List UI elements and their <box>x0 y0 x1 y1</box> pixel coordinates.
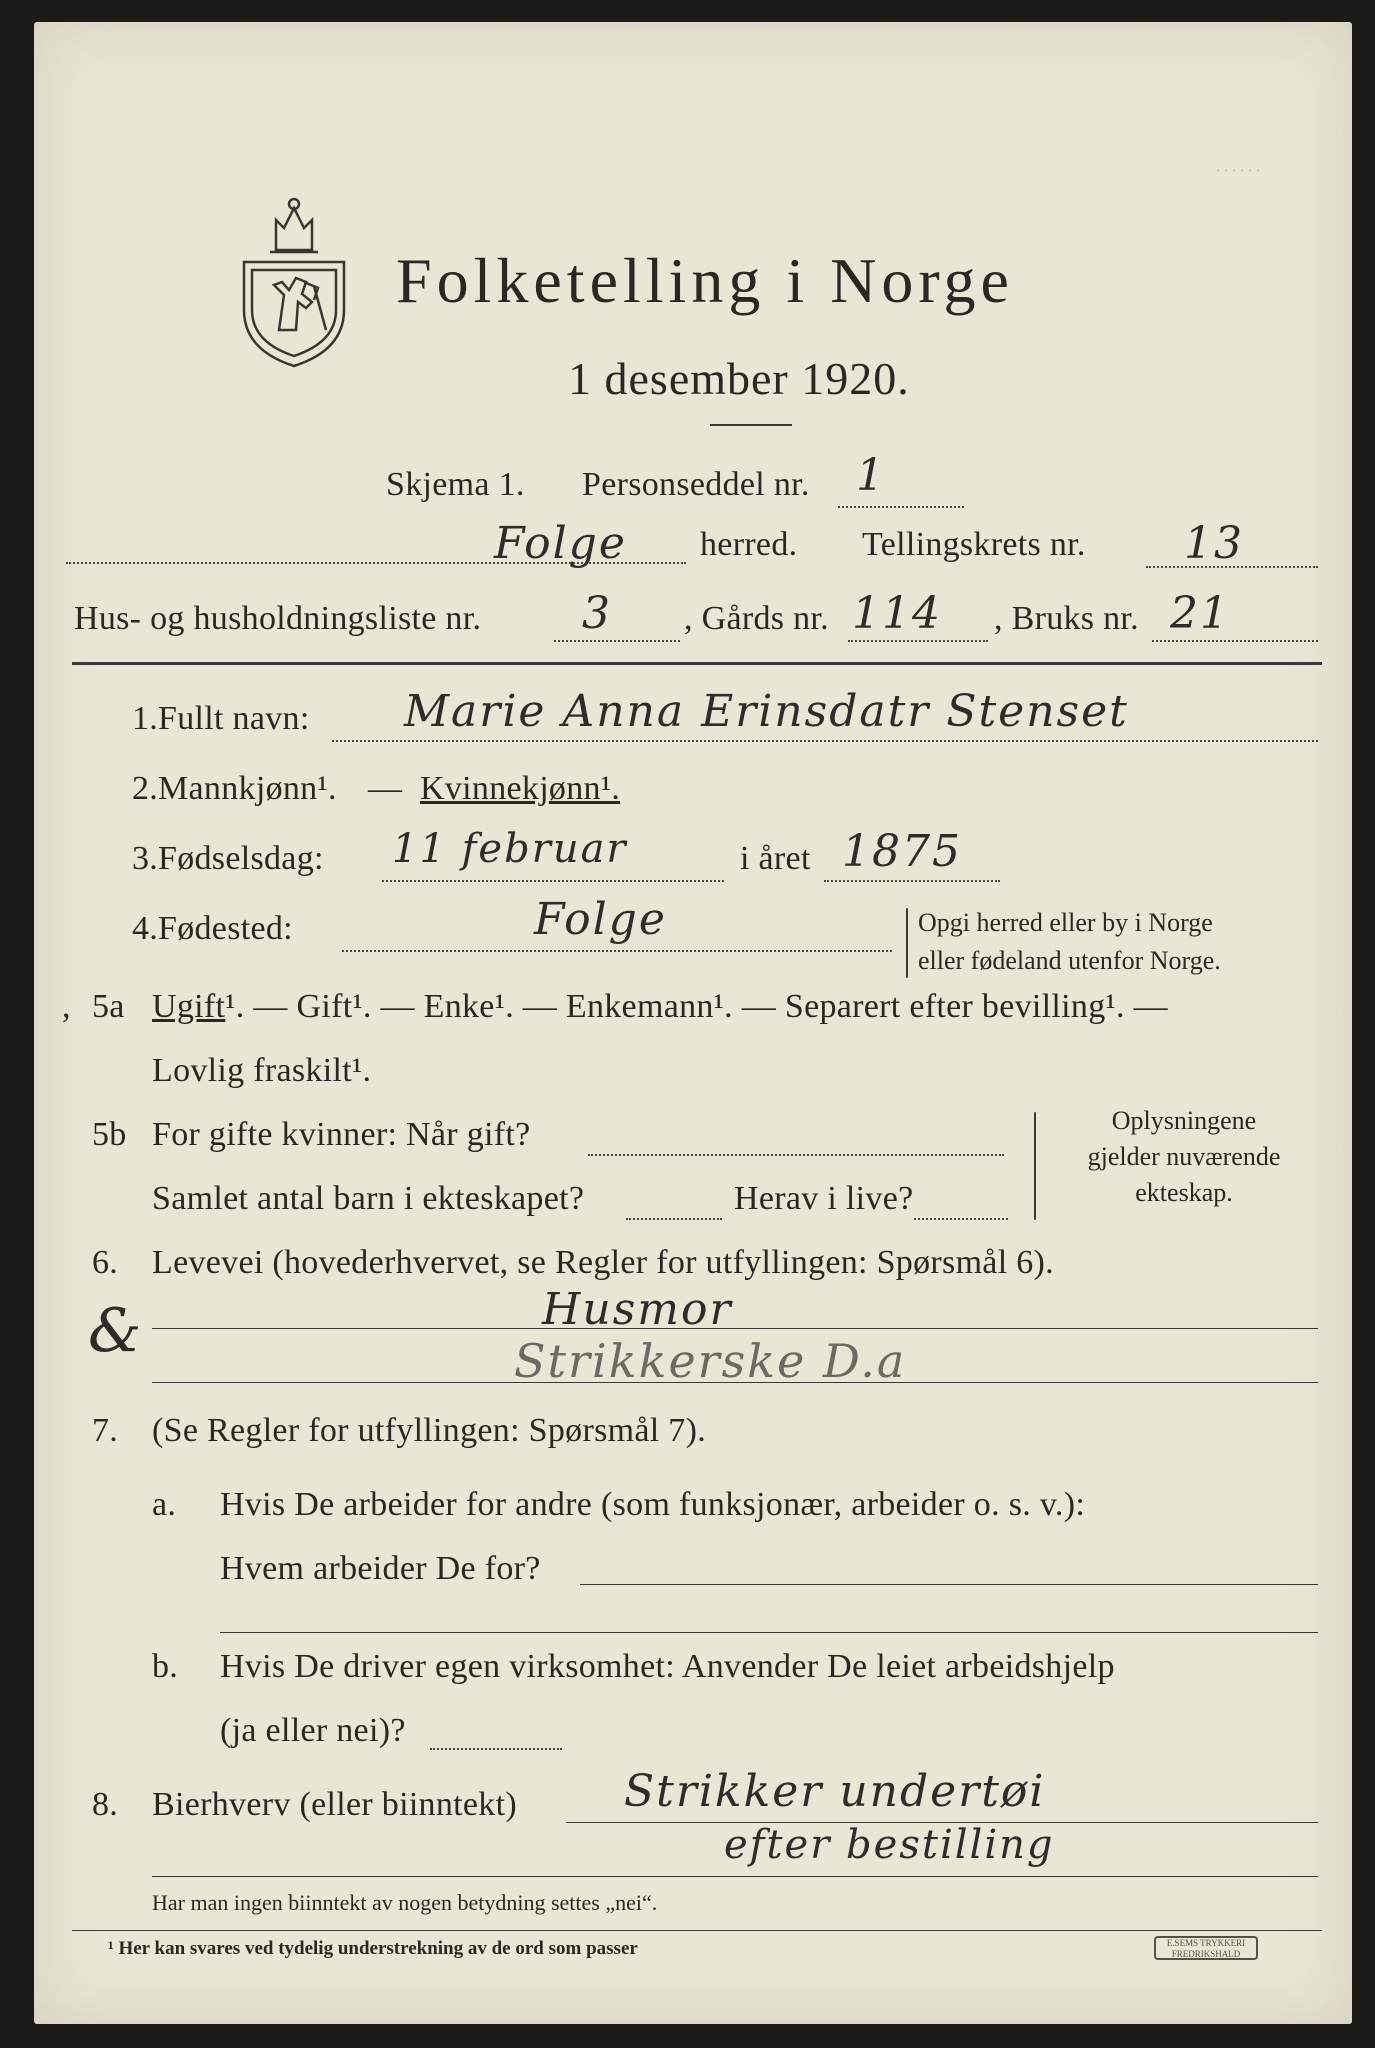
divorced-option: Lovlig fraskilt¹. <box>152 1052 372 1089</box>
occupation-label: Levevei (hovederhvervet, se Regler for utfyllingen: Spørsmål 6). <box>152 1244 1054 1281</box>
form-title: Folketelling i Norge <box>396 245 1014 316</box>
birthplace-field <box>342 950 892 952</box>
children-alive-field <box>914 1218 1008 1220</box>
marriage-note-3: ekteskap. <box>1135 1178 1233 1207</box>
q7a-question: Hvis De arbeider for andre (som funksjonær, arbeider o. s. v.): <box>220 1486 1086 1523</box>
marriage-note-brace <box>1034 1112 1036 1220</box>
q5b-number: 5b <box>92 1116 127 1153</box>
q7-number: 7. <box>92 1412 119 1449</box>
side-income-value-1: Strikker undertøi <box>624 1766 1046 1817</box>
header-divider <box>72 662 1322 665</box>
year-label: i året <box>740 840 811 877</box>
gards-value: 114 <box>852 588 942 639</box>
herred-value: Folge <box>494 518 627 569</box>
household-list-value: 3 <box>582 588 612 639</box>
q3-label: Fødselsdag: <box>158 840 324 877</box>
bruks-value: 21 <box>1170 588 1230 639</box>
household-list-field <box>554 640 680 642</box>
marriage-note-2: gjelder nuværende <box>1087 1142 1281 1171</box>
herred-label: herred. <box>700 526 798 563</box>
married-when-field <box>588 1154 1004 1156</box>
q7-label: (Se Regler for utfyllingen: Spørsmål 7). <box>152 1412 707 1449</box>
person-number-label: Personseddel nr. <box>582 466 810 503</box>
norwegian-lion-shield-icon <box>234 190 354 370</box>
household-list-label: Hus- og husholdningsliste nr. <box>74 600 482 637</box>
q4-label: Fødested: <box>158 910 293 947</box>
census-form <box>34 22 1352 2024</box>
q3-number: 3. <box>132 840 159 877</box>
tellingskrets-label: Tellingskrets nr. <box>862 526 1086 563</box>
q4-number: 4. <box>132 910 159 947</box>
bruks-label: , Bruks nr. <box>994 600 1139 637</box>
marital-status-line <box>152 988 1168 1026</box>
schema-label: Skjema 1. <box>386 466 525 503</box>
unmarried-option: Ugift <box>152 988 226 1025</box>
q2-number: 2. <box>132 770 159 807</box>
employer-line-1 <box>580 1584 1318 1585</box>
q1-label: Fullt navn: <box>158 700 310 737</box>
children-total-label: Samlet antal barn i ekteskapet? <box>152 1180 585 1217</box>
marital-options: ¹. — Gift¹. — Enke¹. — Enkemann¹. — Separert efter bevilling¹. — <box>225 988 1168 1025</box>
birth-year-field <box>824 880 1000 882</box>
q8-number: 8. <box>92 1786 119 1823</box>
q2-separator: — <box>368 770 403 807</box>
female-option: Kvinnekjønn¹. <box>420 770 621 807</box>
bleed-through-text: …… <box>1214 152 1262 178</box>
occupation-line-1 <box>152 1328 1318 1329</box>
tellingskrets-value: 13 <box>1184 518 1244 569</box>
q1-number: 1. <box>132 700 159 737</box>
marriage-note-1: Oplysningene <box>1111 1106 1257 1135</box>
q5a-number: 5a <box>92 988 125 1025</box>
hired-help-label: (ja eller nei)? <box>220 1712 406 1749</box>
children-alive-label: Herav i live? <box>734 1180 914 1217</box>
bruks-field <box>1152 640 1318 642</box>
birthplace-note-brace <box>906 908 908 978</box>
q5a-margin-mark: , <box>62 988 71 1025</box>
person-number-field <box>838 506 964 508</box>
birthday-value: 11 februar <box>392 826 628 872</box>
occupation-value-2: Strikkerske D.a <box>514 1334 907 1388</box>
side-income-note: Har man ingen biinntekt av nogen betydning settes „nei“. <box>152 1890 658 1915</box>
gards-field <box>848 640 988 642</box>
footnote: ¹ Her kan svares ved tydelig understrekning av de ord som passer <box>108 1938 638 1959</box>
hired-help-field <box>430 1748 562 1750</box>
side-income-line-2 <box>152 1876 1318 1877</box>
person-number-value: 1 <box>856 450 886 501</box>
footer-divider <box>72 1930 1322 1931</box>
side-income-label: Bierhverv (eller biinntekt) <box>152 1786 517 1823</box>
children-total-field <box>626 1218 722 1220</box>
side-income-value-2: efter bestilling <box>724 1822 1055 1868</box>
male-option: Mannkjønn¹. <box>158 770 337 807</box>
married-when-label: For gifte kvinner: Når gift? <box>152 1116 531 1153</box>
census-date: 1 desember 1920. <box>568 353 910 404</box>
q7a-letter: a. <box>152 1486 177 1523</box>
birthday-field <box>382 880 724 882</box>
birthplace-note-2: eller fødeland utenfor Norge. <box>918 946 1221 975</box>
gards-label: , Gårds nr. <box>684 600 829 637</box>
occupation-value-1: Husmor <box>542 1284 733 1335</box>
title-divider <box>710 424 792 426</box>
full-name-field <box>332 740 1318 742</box>
printer-stamp-text: E.SEMS TRYKKERI FREDRIKSHALD <box>1166 1938 1246 1959</box>
employer-line-2 <box>220 1632 1318 1633</box>
employer-label: Hvem arbeider De for? <box>220 1550 541 1587</box>
birthplace-value: Folge <box>534 894 667 945</box>
occupation-margin-mark: & <box>88 1296 144 1366</box>
full-name-value: Marie Anna Erinsdatr Stenset <box>404 686 1129 737</box>
q7b-question: Hvis De driver egen virksomhet: Anvender De leiet arbeidshjelp <box>220 1648 1115 1685</box>
birth-year-value: 1875 <box>842 826 962 877</box>
q7b-letter: b. <box>152 1648 179 1685</box>
birthplace-note-1: Opgi herred eller by i Norge <box>918 908 1213 937</box>
q6-number: 6. <box>92 1244 119 1281</box>
printer-stamp <box>1154 1936 1258 1960</box>
